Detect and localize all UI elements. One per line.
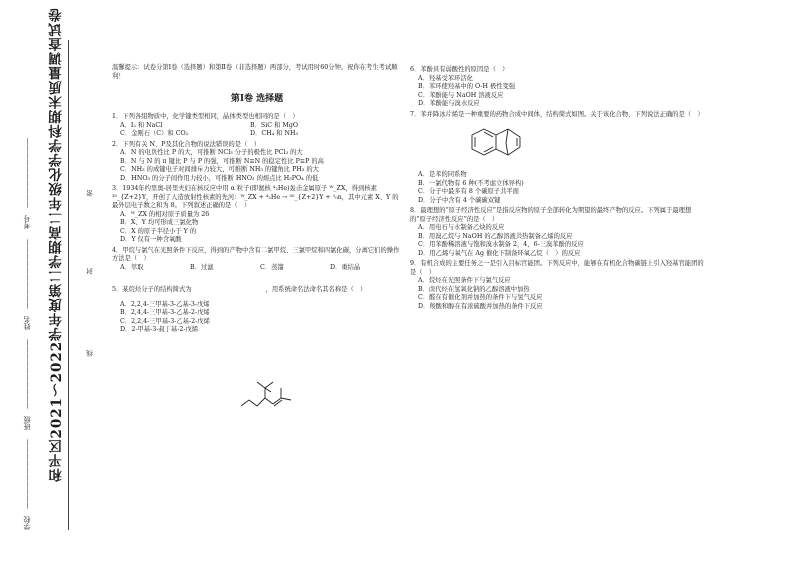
section-title: 第Ⅰ卷 选择题 — [230, 94, 284, 104]
option-b: B．X、Y 均可形成三氯化物 — [120, 219, 199, 227]
option-a: A．I₂ 和 NaCl — [120, 121, 163, 129]
option-d: D．分子中含有 4 个碳碳双键 — [418, 196, 501, 204]
binding-line — [68, 40, 69, 530]
option-a: A．羟基受苯环活化 — [418, 74, 473, 82]
exam-title: 和平区2021～2022学年度第二学期高二年级化学学科期末质量调查试卷 — [49, 7, 65, 482]
option-c: C．苯酚能与 NaOH 溶液反应 — [418, 91, 504, 99]
seal-mark-mi: 密 — [86, 190, 94, 197]
option-b: B．一氯代物有 6 种(不考虑立体异构) — [418, 179, 524, 187]
seal-mark-feng: 封 — [86, 268, 94, 275]
student-info-fields: 学校 —————————— 班级 —————————— 姓名 —————————— 考号 —————————— — [23, 138, 31, 530]
question-8 — [410, 207, 705, 258]
question-stem: 4．甲烷与氯气在光照条件下反应，得到的产物中含有二氯甲烷、三氯甲烷和四氯化碳，分离它们的操作方法是（ ） — [112, 246, 400, 263]
option-b: B．卤代烃在氢氧化钠的乙醇溶液中加热 — [418, 285, 530, 293]
question-stem: 9．有机合成的主要任务之一是引入目标官能团。下列反应中，能够在有机化合物碳链上引入羟基官能团的是（ ） — [410, 260, 704, 276]
option-d: D．重结晶 — [330, 263, 361, 271]
option-c: C．X 的原子半径小于 Y 的 — [120, 227, 197, 235]
field-class: 班级 — [23, 415, 31, 430]
option-d: D．Y 仅有一种含氧酸 — [120, 236, 182, 244]
binding-margin — [0, 0, 108, 562]
option-a: A．ᵂ_ZX 的相对原子质量为 26 — [120, 210, 210, 218]
field-id: 考号 — [23, 215, 31, 230]
question-9 — [410, 260, 705, 311]
right-column — [410, 64, 705, 311]
question-3 — [112, 185, 402, 245]
question-7 — [410, 111, 705, 206]
question-5 — [112, 286, 402, 335]
question-stem: 2．下列有关 N、P及其化合物的说法错误的是（ ） — [112, 140, 260, 148]
question-2 — [112, 141, 402, 184]
question-4 — [112, 247, 402, 273]
field-school: 学校 — [23, 516, 31, 530]
option-d: D．2-甲基-3-叔丁基-2-戊烯 — [120, 326, 199, 334]
option-a: A．是苯的同系物 — [418, 171, 467, 178]
question-stem: 8．最理想的“原子经济性反应”是指反应物的原子全部转化为期望的最终产物的反应。下列属于最理想的“原子经济性反应”的是（ ） — [410, 207, 692, 223]
option-a: A．用电石与水制备乙炔的反应 — [418, 224, 505, 231]
option-d: D．用乙烯与氧气在 Ag 催化下制备环氧乙烷（ ）的反应 — [418, 249, 581, 257]
field-name: 姓名 — [23, 315, 31, 330]
option-a: A．N 的电负性比 P 的大，可推断 NCl₃ 分子的极性比 PCl₃ 的大 — [120, 149, 303, 157]
option-b: B．用溴乙烷与 NaOH 的乙醇溶液共热制备乙烯的反应 — [418, 232, 573, 240]
exam-notice: 温馨提示：试卷分第Ⅰ卷（选择题）和第Ⅱ卷（非选择题）两部分，考试用时60分钟。祝你在考生考试顺利！ — [112, 64, 398, 80]
option-b: B．N 与 N 的 π 键比 P 与 P 的强，可推断 N≡N 的稳定性比 P≡P 的高 — [120, 157, 324, 165]
option-c: C．用苯酚稀溶液与饱和溴水制备 2，4，6-三溴苯酚的反应 — [418, 241, 584, 248]
option-d: D．CH₄ 和 NH₃ — [250, 130, 299, 138]
left-column — [112, 64, 402, 335]
question-stem: 6．苯酚具有弱酸性的原因是（ ） — [410, 66, 509, 73]
option-b: B．2,4,4-三甲基-3-乙基-2-戊烯 — [120, 309, 210, 317]
option-c: C．醛在有催化剂并加热的条件下与氢气反应 — [418, 294, 543, 301]
question-stem-tail: ，用系统命名法命名其名称是（ ） — [265, 286, 367, 294]
question-1 — [112, 113, 402, 139]
option-b: B．苯环使羟基中的 O-H 极性变强 — [418, 83, 516, 90]
seal-mark-xian: 线 — [86, 350, 94, 357]
question-6 — [410, 66, 705, 109]
option-d: D．苯酚能与溴水反应 — [418, 100, 480, 107]
alkene-structure-figure — [235, 376, 305, 414]
option-c: C．NH₃ 的成键电子对间排斥力较大，可推断 NH₃ 的键角比 PH₃ 的大 — [120, 166, 319, 174]
option-a: A．萃取 — [120, 263, 144, 271]
option-a: A．烷烃在光照条件下与氯气反应 — [418, 277, 511, 284]
question-stem: 5．某烷烃分子的结构简式为 — [112, 286, 192, 294]
option-d: D．羧酸和醇在有浓硫酸并加热的条件下反应 — [418, 302, 543, 310]
question-stem: 1．下列各组物质中，化学键类型相同，晶体类型也相同的是（ ） — [112, 113, 299, 121]
option-b: B．SiC 和 MgO — [250, 121, 299, 129]
option-d: D．HNO₃ 的分子间作用力较小，可推断 HNO₃ 的熔点比 H₃PO₄ 的低 — [120, 174, 319, 182]
benzonorbornene-structure-figure — [470, 125, 530, 165]
question-stem: 3．1934年约里奥-居里夫妇在核反应中用 α 粒子(即氦核 ⁴₂He)轰击金属原子 ᵂ_ZX，得到核素 ³⁰_{Z+2}Y，开创了人造放射性核素的先河：ᵂ_ZX + ⁴₂He → ³⁰_{Z+2}Y + ¹₀n，其中元素 X、Y 的最外层电子数之和为 8。下列叙述正确的是（ ） — [112, 185, 399, 210]
option-a: A．2,2,4-三甲基-3-乙基-3-戊烯 — [120, 300, 210, 308]
option-c: C．蒸馏 — [260, 263, 284, 271]
question-stem: 7．苯并降冰片烯是一种重要的药物合成中间体，结构简式如图。关于该化合物，下列说法正确的是（ ） — [410, 110, 704, 118]
option-c: C．2,2,4-三甲基-3-乙基-2-戊烯 — [120, 317, 210, 325]
option-c: C．金刚石（C）和 CO₂ — [120, 130, 189, 138]
option-c: C．分子中最多有 8 个碳原子共平面 — [418, 188, 519, 195]
option-b: B．过滤 — [190, 263, 214, 271]
